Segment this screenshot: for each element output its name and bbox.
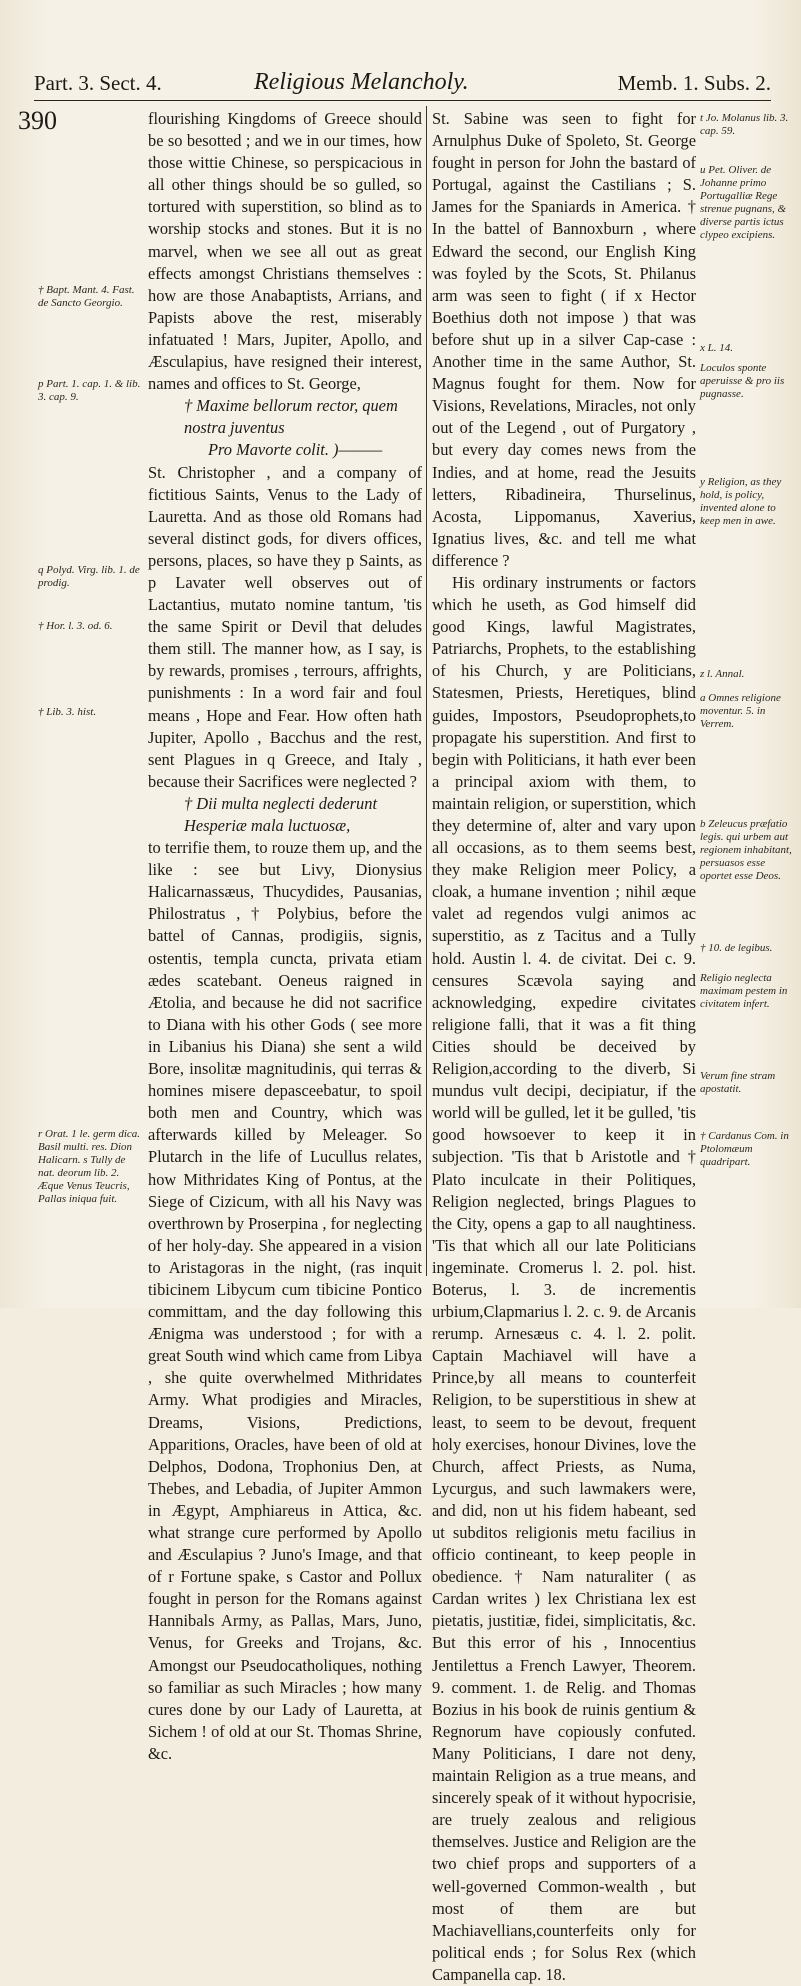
paragraph: St. Christopher , and a company of fictitious Saints, Venus to the Lady of Lauretta. And as those old Romans had several distinct gods, for divers offices, persons, places, so have they p Saints, as p Lavater well observes out of Lactantius, mutato nomine tantum, 'tis the same Spirit or Devil that deludes them still. The manner how, as I say, is by rewards, promises , terrours, affrights, punishments : In a word fair and foul means , Hope and Fear. How often hath Jupiter, Apollo , Bacchus and the rest, sent Plagues in q Greece, and Italy , because their Sacrifices were neglected ? — [148, 462, 422, 791]
margin-note: Religio neglecta maximam pestem in civitatem infert. — [700, 972, 788, 1010]
margin-note: a Omnes religione moventur. 5. in Verrem. — [700, 692, 781, 730]
margin-note: t Jo. Molanus lib. 3. cap. 59. — [700, 112, 789, 137]
right-text-column — [432, 108, 696, 1986]
margin-note: b Zeleucus præfatio legis. qui urbem aut regionem inhabitant, persuasos esse oportet esse Deos. — [700, 818, 792, 882]
header-title: Religious Melancholy. — [254, 69, 469, 95]
margin-note: † Bapt. Mant. 4. Fast. de Sancto Georgio. — [38, 284, 135, 309]
margin-note: u Pet. Oliver. de Johanne primo Portugalliæ Rege strenue pugnans, & diverse partis ictus clypeo excipiens. — [700, 164, 787, 241]
margin-note: † Cardanus Com. in Ptolomæum quadripart. — [700, 1130, 789, 1168]
verse-quote: Pro Mavorte colit. )——— — [208, 440, 383, 460]
paragraph: to terrifie them, to rouze them up, and the like : see but Livy, Dionysius Halicarnassæus, Thucydides, Pausanias, Philostratus , † Polybius, before the battel of Cannas, prodigiis, signis, ostentis, templa cuncta, privata etiam ædes scatebant. Oeneus raigned in Ætolia, and because he did not sacrifice to Diana with his other Gods ( see more in Libanius his Diana) she sent a wild Bore, insolitæ magnitudinis, qui terras & homines misere depasceebatur, to spoil both men and Country, which was afterwards killed by Meleager. So Plutarch in the life of Lucullus relates, how Mithridates King of Pontus, at the Siege of Cizicum, with all his Navy was overthrown by Proserpina , for neglecting of her holy-day. She appeared in a vision to Aristagoras in the night, (ras inquit tibicinem Libycum cum tibicine Pontico committam, and the day following this Ænigma was understood ; for with a great South wind which came from Libya , she quite overwhelmed Mithridates Army. What prodigies and Miracles, Dreams, Visions, Predictions, Apparitions, Oracles, have been of old at Delphos, Dodona, Trophonius Den, at Thebes, and Lebadia, of Jupiter Ammon in Ægypt, Amphiareus in Attica, &c. what strange cure performed by Apollo and Æsculapius ? Juno's Image, and that of r Fortune spake, s Castor and Pollux fought in person for the Romans against Hannibals Army, as Pallas, Mars, Juno, Venus, for Greeks and Trojans, &c. Amongst our Pseudocatholiques, nothing so familiar as such Miracles ; how many cures done by our Lady of Lauretta, at Sichem ! of old at our St. Thomas Shrine, &c. — [148, 838, 423, 1763]
header-member: Memb. 1. Subs. 2. — [617, 71, 771, 95]
paragraph: flourishing Kingdoms of Greece should be so besotted ; and we in our times, how those wittie Chinese, so perspicacious in all other things should be so gulled, so tortured with superstition, so blind as to worship stocks and stones. But it is no marvel, when we see all out as great effects amongst Christians themselves : how are those Anabaptists, Arrians, and Papists above the rest, miserably infatuated ! Mars, Jupiter, Apollo, and Æsculapius, have resigned their interest, names and offices to St. George, — [148, 109, 422, 394]
margin-note: z l. Annal. — [700, 668, 745, 680]
margin-note: † 10. de legibus. — [700, 942, 773, 954]
page-number: 390 — [18, 106, 57, 135]
left-text-column — [148, 108, 422, 1765]
margin-note: x L. 14. — [700, 342, 733, 354]
paragraph: His ordinary instruments or factors which he useth, as God himself did good Kings, lawful Magistrates, Patriarchs, Prophets, to the establishing of his Church, y are Politicians, Statesmen, Priests, Heretiques, blind guides, Impostors, Pseudoprophets,to propagate his superstition. And first to begin with Politicians, it hath ever been a principal axiom with them, to maintain religion, or superstition, which they determine of, alter and vary upon all occasions, as to them seems best, they make Religion meer Policy, a cloak, a humane invention ; nihil æque valet ad regendos vulgi animos ac superstitio, as z Tacitus and a Tully hold. Austin l. 4. de civitat. Dei c. 9. censures Scævola saying and acknowledging, expedire civitates religione falli, that it was a fit thing Cities should be deceived by Religion,according to the diverb, Si mundus vult decipi, decipiatur, if the world will be gulled, let it be gulled, 'tis good howsoever to keep it in subjection. 'Tis that b Aristotle and † Plato inculcate in their Politiques, Religion neglected, brings Plagues to the City, opens a gap to all naughtiness. 'Tis that which all our late Politicians ingeminate. Cromerus l. 2. pol. hist. Boterus, l. 3. de incrementis urbium,Clapmarius l. 2. c. 9. de Arcanis rerump. Arnesæus c. 4. l. 2. polit. Captain Machiavel will have a Prince,by all means to counterfeit Religion, to be superstitious in shew at least, to seem to be devout, frequent holy exercises, honour Divines, love the Church, affect Priests, as Numa, Lycurgus, and such lawmakers were, and did, non ut his fidem habeant, sed ut subditos religionis metu facilius in officio contineant, to keep people in obedience. † Nam naturaliter ( as Cardan writes ) lex Christiana lex est pietatis, justitiæ, fidei, simplicitatis, &c. But this error of his , Innocentius Jentilettus a French Lawyer, Theorem. 9. comment. 1. de Relig. and Thomas Bozius in his book de ruinis gentium & Regnorum have copiously confuted. Many Politicians, I dare not deny, maintain Religion as a true means, and sincerely speak of it without hypocrisie, are truely zealous and religious themselves. Justice and Religion are the two chief props and supporters of a well-governed Common-wealth , but most of them are but Machiavellians,counterfeits only for political ends ; for Solus Rex (which Campanella cap. 18. — [432, 572, 696, 1984]
margin-note: p Part. 1. cap. 1. & lib. 3. cap. 9. — [38, 378, 141, 403]
margin-note: † Hor. l. 3. od. 6. — [38, 620, 113, 632]
verse-quote: † Dii multa neglecti dederunt Hesperiæ mala luctuosæ, — [184, 793, 378, 835]
running-header — [34, 60, 771, 101]
paragraph: St. Sabine was seen to fight for Arnulphus Duke of Spoleto, St. George fought in person for John the bastard of Portugal, against the Castilians ; S. James for the Spaniards in America. † In the battel of Bannoxburn , where Edward the second, our English King was foyled by the Scots, St. Philanus arm was seen to fight ( if x Hector Boethius doth not impose ) that was before shut up in a silver Cap-case : Another time in the same Author, St. Magnus fought for them. Now for Visions, Revelations, Miracles, not only out of the Legend , out of Purgatory , but every day comes news from the Indies, and at home, read the Jesuits letters, Ribadineira, Thurselinus, Acosta, Lippomanus, Xaverius, Ignatius lives, &c. and tell me what difference ? — [432, 109, 696, 570]
margin-note: Verum fine stram apostatit. — [700, 1070, 776, 1095]
margin-note: Loculos sponte aperuisse & pro iis pugnasse. — [700, 362, 785, 400]
margin-note: † Lib. 3. hist. — [38, 706, 97, 718]
verse-quote: † Maxime bellorum rector, quem nostra juventus — [184, 396, 398, 438]
margin-note: q Polyd. Virg. lib. 1. de prodig. — [38, 564, 140, 589]
column-divider — [426, 106, 427, 1276]
margin-note: r Orat. 1 le. germ dica. Basil multi. res. Dion Halicarn. s Tully de nat. deorum lib. 2. Æque Venus Teucris, Pallas iniqua fuit. — [38, 1128, 141, 1205]
header-part-section: Part. 3. Sect. 4. — [34, 71, 162, 95]
margin-note: y Religion, as they hold, is policy, invented alone to keep men in awe. — [700, 476, 782, 527]
